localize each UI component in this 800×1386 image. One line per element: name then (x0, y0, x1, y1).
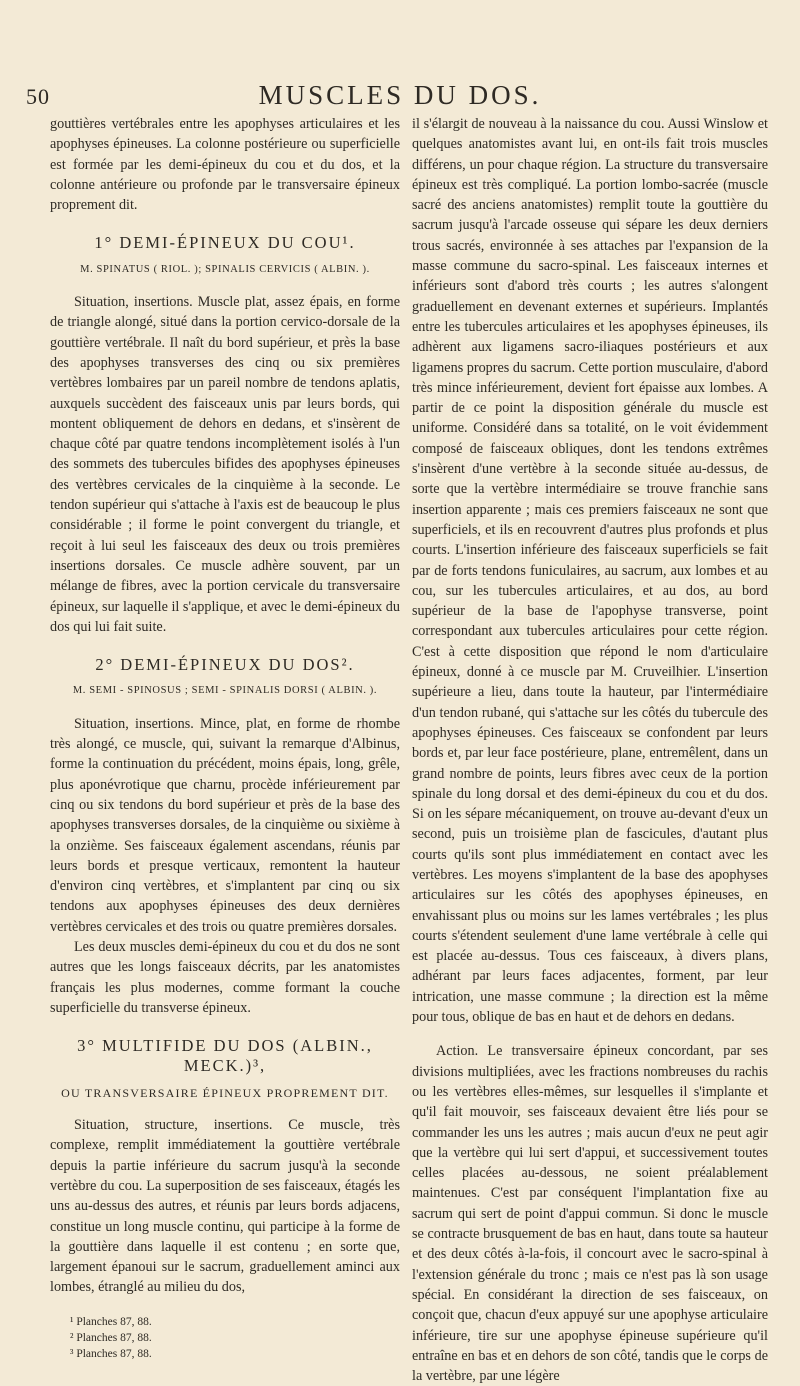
section-heading-demi-epineux-dos: 2° DEMI-ÉPINEUX DU DOS². (95, 655, 355, 675)
paragraph: Situation, insertions. Muscle plat, assez épais, en forme de triangle alongé, situé dans la portion cervico-dorsale de la gouttière vertébrale. Il naît du bord supérieur, et près la base des apophyses transverses des cinq ou six premières vertèbres lombaires par un pareil nombre de tendons aplatis, auxquels succèdent des faisceaux unis par leurs bords, qui montent obliquement de dehors en dedans, et s'insèrent de chaque côté par quatre tendons incomplètement isolés à l'un des sommets des tubercules bifides des apophyses épineuses des vertèbres cervicales de la cinquième à la seconde. Le tendon supérieur qui s'attache à l'axis est de beaucoup le plus considérable ; il forme le point convergent du triangle, et reçoit à lui seul les faisceaux des deux ou trois premières insertions dorsales. Ce muscle adhère souvent, par un mélange de fibres, avec la portion cervicale du transversaire épineux, sur laquelle il s'applique, et avec le demi-épineux du dos qui lui fait suite. (50, 294, 400, 635)
paragraph: Les deux muscles demi-épineux du cou et du dos ne sont autres que les longs faisceaux décrits, par les anatomistes français les plus modernes, comme formant la couche superficielle du transverse épineux. (50, 938, 400, 1016)
section-heading-demi-epineux-cou: 1° DEMI-ÉPINEUX DU COU¹. (94, 233, 356, 253)
paragraph: il s'élargit de nouveau à la naissance du cou. Aussi Winslow et quelques anatomistes avant lui, en ont-ils fait trois muscles différens, un pour chaque région. La structure du transversaire épineux est très compliqué. La portion lombo-sacrée (muscle sacré des anciens anatomistes) remplit toute la gouttière du sacrum jusqu'à l'arcade osseuse qui sépare les deux derniers trous sacrés, environnée à ses attaches par l'expansion de la masse commune du sacro-spinal. Les faisceaux internes et inférieurs sont d'abord très courts ; les autres s'alongent graduellement en devenant externes et supérieurs. Implantés entre les tubercules articulaires et les apophyses épineuses, ils adhèrent aux ligamens sacro-iliaques postérieurs et aux ligamens propres du sacrum. Cette portion musculaire, d'abord très mince inférieurement, devient fort épaisse aux lombes. A partir de ce point la disposition générale du muscle est uniforme. Considéré dans sa totalité, on le voit évidemment composé de faisceaux obliques, dont les tendons extrêmes s'insèrent d'une vertèbre à la seconde située au-dessus, de sorte que la vertèbre intermédiaire se trouve franchie sans insertion apparente ; mais ces premiers faisceaux ne sont que superficiels, et ils en recouvrent d'autres plus profonds et plus courts. L'insertion inférieure des faisceaux superficiels se fait par de forts tendons funiculaires, au sacrum, aux lombes et au cou, sur les tubercules articulaires, et au dos, au bord supérieur de la base de l'apophyse transverse, point correspondant aux tubercules articulaires pour cette région. C'est à cette disposition que répond le nom d'articulaire épineux, donné à ce muscle par M. Cruveilhier. L'insertion supérieure a lieu, dans toute la hauteur, par l'intermédiaire d'un tendon rubané, qui s'attache sur les côtés du tubercule des apophyses épineuses. Ces faisceaux se confondent par leurs bords et, par leur face postérieure, plane, entremêlent, dans un grand nombre de points, leurs fibres avec ceux de la portion spinale du long dorsal et des demi-épineux du cou et du dos. Si on les sépare mécaniquement, on trouve au-devant d'eux un second, puis un troisième plan de fascicules, d'autant plus courts qu'ils sont plus immédiatement en contact avec les vertèbres. Les moyens s'implantent de la base des apophyses articulaires sur les côtés des apophyses épineuses, en envahissant plus ou moins sur les lames vertébrales ; les plus courts s'étendent seulement d'une lame vertébrale à celle qui est placée au-dessus. Tous ces faisceaux, à divers plans, adhérant par leurs faces adjacentes, forment, par leur intrication, une masse commune ; la direction est la même pour tous, oblique de bas en haut et de dehors en dedans. (412, 116, 768, 1026)
footnote: ² Planches 87, 88. (70, 1331, 152, 1344)
section-subtitle: OU TRANSVERSAIRE ÉPINEUX PROPREMENT DIT. (61, 1085, 389, 1100)
action-paragraph: Action. Le transversaire épineux concordant, par ses divisions multipliées, avec les fractions nombreuses du rachis ou les vertèbres elles-mêmes, sur lesquelles il s'implante et qu'il fait mouvoir, ses faisceaux devaient être liés pour se commander les uns les autres ; mais aucun d'eux ne peut agir que la vertèbre qui lui sert d'appui, et successivement toutes celles placées au-dessous, ne soient préalablement maintenues. C'est par conséquent l'implantation fixe au sacrum qui sert de point d'appui commun. Si donc le muscle se contracte brusquement de bas en haut, dans toute sa hauteur et des deux côtés à-la-fois, il concourt avec le sacro-spinal à l'extension générale du tronc ; mais ce n'est pas là son usage spécial. En considérant la direction de ses faisceaux, on conçoit que, chacun d'eux appuyé sur une apophyse articulaire inférieure, tire sur une apophyse épineuse supérieure qu'il entraîne en bas et en dehors de son côté, tandis que le corps de la vertèbre, par une légère (412, 1043, 768, 1385)
section-synonym: M. SEMI - SPINOSUS ; SEMI - SPINALIS DORSI ( ALBIN. ). (72, 685, 378, 697)
section-synonym: M. SPINATUS ( RIOL. ); SPINALIS CERVICIS ( ALBIN. ). (80, 263, 370, 275)
paragraph: Situation, structure, insertions. Ce muscle, très complexe, remplit immédiatement la gouttière vertébrale depuis la partie inférieure du sacrum jusqu'à la seconde vertèbre du cou. La superposition de ses faisceaux, étagés les uns au-dessus des autres, et réunis par leurs bords adjacens, constitue un long muscle continu, qui participe à la forme de la gouttière dans laquelle il est contenu ; en sorte que, largement épanoui sur le sacrum, graduellement aminci aux lombes, étranglé au milieu du dos, (50, 1117, 400, 1296)
paragraph: Situation, insertions. Mince, plat, en forme de rhombe très alongé, ce muscle, qui, suivant la remarque d'Albinus, forme la continuation du précédent, moins épais, long, grêle, plus aponévrotique que charnu, procède inférieurement par cinq ou six tendons du bord supérieur et près de la base des apophyses transverses dorsales, de la cinquième ou sixième à la onzième. Ses faisceaux également ascendans, réunis par leurs bords et presque verticaux, remontent la hauteur d'environ cinq vertèbres, et s'implantent par cinq ou six tendons aux apophyses épineuses des deux dernières vertèbres cervicales et des trois ou quatre premières dorsales. (50, 715, 400, 935)
section-heading-multifide: 3° MULTIFIDE DU DOS (ALBIN., MECK.)³, (77, 1036, 373, 1076)
intro-paragraph: gouttières vertébrales entre les apophyses articulaires et les apophyses épineuses. La colonne postérieure ou superficielle est formée par les demi-épineux du cou et du dos, et la colonne antérieure ou profonde par le transversaire épineux proprement dit. (50, 116, 400, 214)
left-column (50, 114, 400, 1362)
running-title: MUSCLES DU DOS. (258, 80, 542, 110)
footnote: ³ Planches 87, 88. (70, 1347, 152, 1360)
right-column (412, 114, 768, 1386)
page-number: 50 (26, 84, 50, 109)
footnotes (50, 1314, 400, 1362)
footnote: ¹ Planches 87, 88. (70, 1315, 152, 1328)
